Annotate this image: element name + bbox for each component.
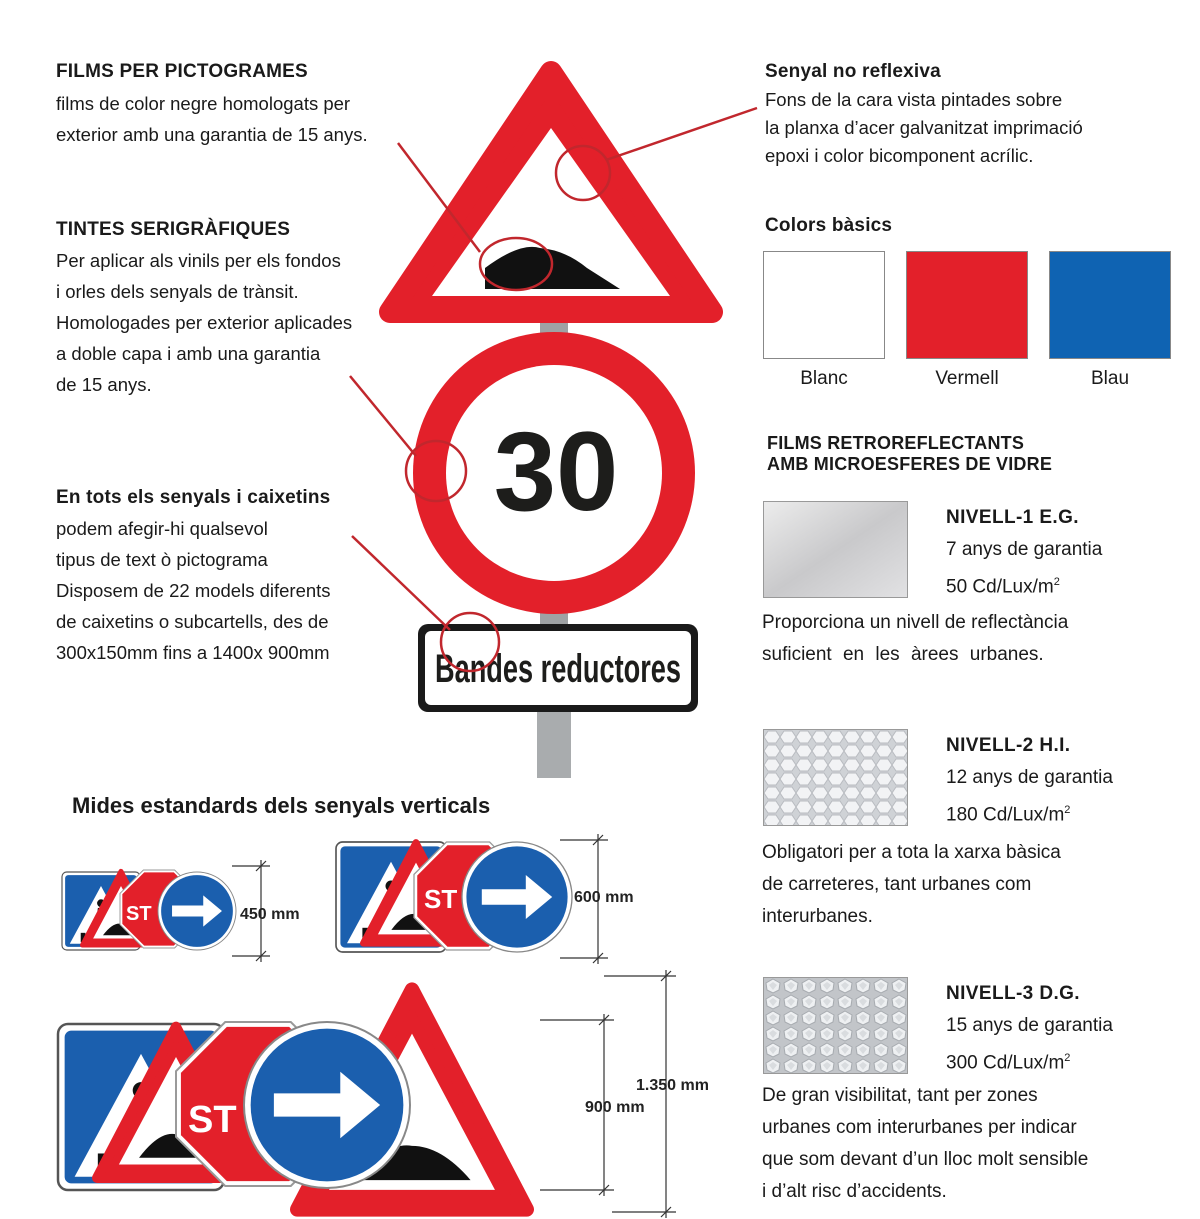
speed-bump-warning-sign <box>390 72 712 312</box>
nivell-2-cd: 180 $Cd/Lux/m^2$ <box>946 804 1071 826</box>
nivell-2-info <box>946 735 1113 831</box>
no-reflexiva-line: Fons de la cara vista pintades sobre <box>765 89 1063 110</box>
nivell-1-cd: 50 $Cd/Lux/m^2$ <box>946 576 1060 598</box>
signs-900 <box>58 990 527 1210</box>
tintes-line: Per aplicar als vinils per els fondos <box>56 250 341 271</box>
nivell-2-desc-line: interurbanes. <box>762 906 873 927</box>
signs-450 <box>62 870 236 950</box>
pictogrames-title: FILMS PER PICTOGRAMES <box>56 61 308 82</box>
swatch-label: Blanc <box>800 368 848 389</box>
speed-limit-sign <box>413 332 695 614</box>
no-reflexiva-line: la planxa d’acer galvanitzat imprimació <box>765 117 1083 138</box>
stop-text: ST <box>424 884 458 914</box>
dim-900-label: 900 mm <box>585 1099 645 1116</box>
no-reflexiva-title: Senyal no reflexiva <box>765 61 941 82</box>
tots-line: Disposem de 22 models diferents <box>56 580 331 601</box>
nivell-1-info <box>946 507 1102 603</box>
dim-450-label: 450 mm <box>240 906 300 923</box>
nivell-2-desc-line: de carreteres, tant urbanes com <box>762 874 1032 895</box>
nivell-3-desc-line: urbanes com interurbanes per indicar <box>762 1117 1077 1138</box>
nivell-1-name: NIVELL-1 E.G. <box>946 507 1079 528</box>
films-title-line: AMB MICROESFERES DE VIDRE <box>767 454 1053 474</box>
nivell-1-desc-line: Proporciona un nivell de reflectància <box>762 612 1069 633</box>
tintes-title: TINTES SERIGRÀFIQUES <box>56 219 291 240</box>
tots-line: de caixetins o subcartells, des de <box>56 611 329 632</box>
nivell-3-info <box>946 983 1113 1079</box>
swatch-label: Vermell <box>935 368 999 389</box>
speed-value: 30 <box>493 409 619 534</box>
texture-nivell-1 <box>763 501 908 598</box>
tots-line: podem afegir-hi qualsevol <box>56 518 268 539</box>
swatch-label: Blau <box>1090 368 1130 389</box>
nivell-1-desc-line: suficient en les àrees urbanes. <box>762 644 1044 665</box>
texture-nivell-2 <box>763 729 908 826</box>
dim-600-label: 600 mm <box>574 889 634 906</box>
callout-line-tintes <box>350 376 416 456</box>
nivell-3-desc <box>762 1080 1088 1208</box>
films-title-line: FILMS RETROREFLECTANTS <box>767 433 1025 453</box>
nivell-3-desc-line: i d’alt risc d’accidents. <box>762 1181 947 1202</box>
nivell-3-name: NIVELL-3 D.G. <box>946 983 1080 1004</box>
swatch-vermell <box>906 251 1028 359</box>
tintes-line: a doble capa i amb una garantia <box>56 343 321 364</box>
tots-line: tipus de text ò pictograma <box>56 549 268 570</box>
stop-text: ST <box>126 903 152 925</box>
colors-title: Colors bàsics <box>765 215 893 236</box>
nivell-3-cd: 300 $Cd/Lux/m^2$ <box>946 1052 1071 1074</box>
no-reflexiva-line: epoxi i color bicomponent acrílic. <box>765 145 1034 166</box>
nivell-1-warranty: 7 anys de garantia <box>946 539 1103 560</box>
dim-1350-label: 1.350 mm <box>636 1077 709 1094</box>
nivell-2-warranty: 12 anys de garantia <box>946 767 1113 788</box>
swatch-blanc <box>763 251 885 359</box>
nivell-3-warranty: 15 anys de garantia <box>946 1015 1113 1036</box>
callout-line-caixetins <box>352 536 450 630</box>
plate-text: Bandes reductores <box>435 647 681 691</box>
tintes-line: de 15 anys. <box>56 374 152 395</box>
nivell-2-name: NIVELL-2 H.I. <box>946 735 1071 756</box>
nivell-2-desc <box>762 837 1061 933</box>
signs-600 <box>336 842 572 952</box>
pictogrames-line: exterior amb una garantia de 15 anys. <box>56 124 368 145</box>
sizes-diagram <box>0 820 760 1219</box>
films-title <box>767 433 1052 475</box>
tintes-line: i orles dels senyals de trànsit. <box>56 281 299 302</box>
nivell-2-desc-line: Obligatori per a tota la xarxa bàsica <box>762 842 1061 863</box>
tintes-line: Homologades per exterior aplicades <box>56 312 353 333</box>
texture-nivell-3 <box>763 977 908 1074</box>
tots-line: 300x150mm fins a 1400x 900mm <box>56 642 330 663</box>
tots-title: En tots els senyals i caixetins <box>56 487 331 508</box>
nivell-3-desc-line: De gran visibilitat, tant per zones <box>762 1085 1038 1106</box>
nivell-1-desc <box>762 607 1068 671</box>
nivell-3-desc-line: que som devant d’un lloc molt sensible <box>762 1149 1089 1170</box>
dim-1350 <box>604 970 676 1218</box>
callout-line-no-reflexiva <box>606 108 757 160</box>
no-reflexiva-block <box>765 61 1083 170</box>
sizes-title: Mides estandards dels senyals verticals <box>72 793 491 818</box>
stop-text: ST <box>188 1099 237 1141</box>
swatch-blau <box>1049 251 1171 359</box>
pictogrames-line: films de color negre homologats per <box>56 93 351 114</box>
